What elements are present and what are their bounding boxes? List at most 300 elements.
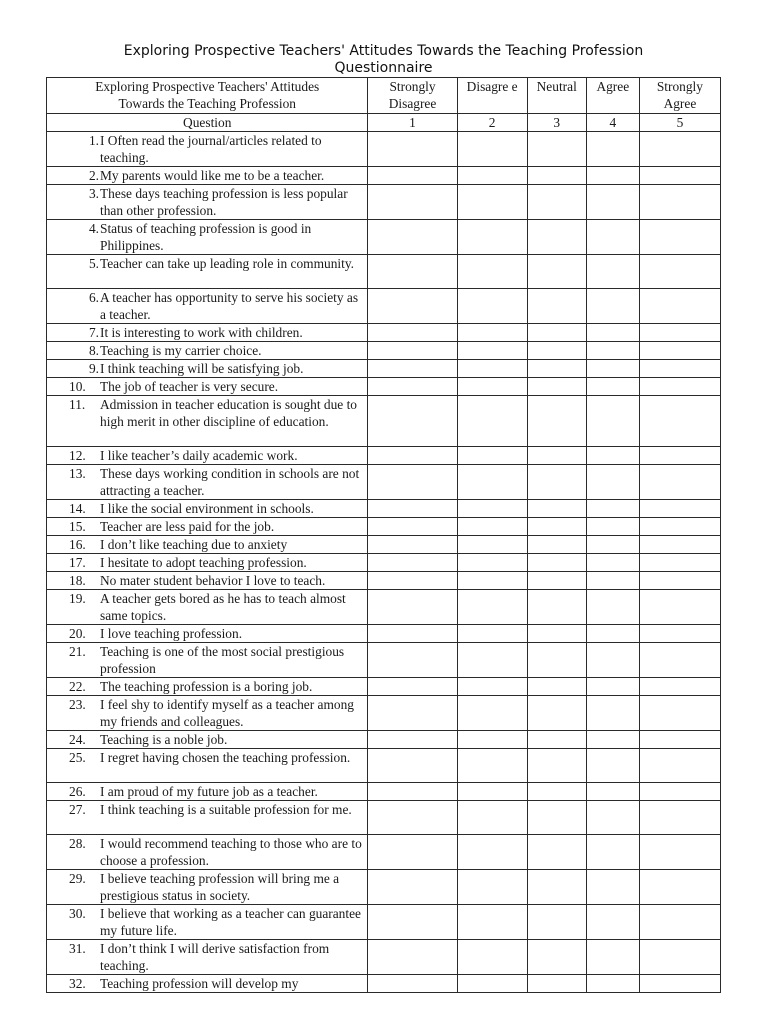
response-cell-1[interactable] [368, 396, 457, 447]
response-cell-1[interactable] [368, 378, 457, 396]
response-cell-4[interactable] [586, 396, 639, 447]
title-line-2: Questionnaire [334, 60, 433, 76]
response-cell-4[interactable] [586, 975, 639, 993]
question-cell [47, 536, 368, 554]
question-cell [47, 749, 368, 783]
response-cell-4[interactable] [586, 465, 639, 500]
response-cell-5[interactable] [639, 536, 720, 554]
response-cell-2[interactable] [457, 975, 527, 993]
response-cell-1[interactable] [368, 289, 457, 324]
response-cell-4[interactable] [586, 625, 639, 643]
table-row [47, 572, 721, 590]
response-cell-2[interactable] [457, 536, 527, 554]
response-cell-3[interactable] [527, 905, 586, 940]
response-cell-1[interactable] [368, 643, 457, 678]
response-cell-3[interactable] [527, 749, 586, 783]
table-row [47, 396, 721, 447]
response-cell-5[interactable] [639, 625, 720, 643]
question-number: 12. [69, 448, 86, 463]
table-row [47, 289, 721, 324]
question-text: No mater student behavior I love to teach. [100, 573, 326, 588]
response-cell-5[interactable] [639, 749, 720, 783]
question-text: Admission in teacher education is sought due to high merit in other discipline of education. [100, 397, 357, 429]
question-rows [47, 132, 721, 993]
response-cell-1[interactable] [368, 801, 457, 835]
response-cell-3[interactable] [527, 255, 586, 289]
response-cell-1[interactable] [368, 447, 457, 465]
response-cell-5[interactable] [639, 835, 720, 870]
question-text: I believe that working as a teacher can guarantee my future life. [100, 906, 361, 938]
response-cell-1[interactable] [368, 940, 457, 975]
response-cell-5[interactable] [639, 696, 720, 731]
table-row [47, 342, 721, 360]
response-cell-1[interactable] [368, 185, 457, 220]
response-cell-5[interactable] [639, 905, 720, 940]
question-number: 2. [88, 168, 99, 183]
question-number: 13. [69, 466, 86, 481]
response-cell-5[interactable] [639, 324, 720, 342]
question-cell [47, 835, 368, 870]
response-cell-5[interactable] [639, 289, 720, 324]
question-text: The job of teacher is very secure. [100, 379, 279, 394]
response-cell-2[interactable] [457, 905, 527, 940]
question-cell [47, 255, 368, 289]
response-cell-3[interactable] [527, 324, 586, 342]
scale-row [47, 114, 721, 132]
response-cell-2[interactable] [457, 835, 527, 870]
response-cell-3[interactable] [527, 696, 586, 731]
question-cell [47, 783, 368, 801]
question-cell [47, 590, 368, 625]
question-text: These days working condition in schools are not attracting a teacher. [100, 466, 360, 498]
question-number: 15. [69, 519, 86, 534]
response-cell-1[interactable] [368, 255, 457, 289]
question-cell [47, 870, 368, 905]
question-number: 7. [88, 325, 99, 340]
question-cell [47, 289, 368, 324]
response-cell-3[interactable] [527, 167, 586, 185]
question-number: 4. [88, 221, 99, 236]
response-cell-4[interactable] [586, 255, 639, 289]
response-cell-4[interactable] [586, 324, 639, 342]
table-row [47, 465, 721, 500]
response-cell-1[interactable] [368, 870, 457, 905]
question-text: A teacher gets bored as he has to teach almost same topics. [100, 591, 346, 623]
question-number: 29. [69, 871, 86, 886]
question-number: 5. [88, 256, 99, 271]
response-cell-4[interactable] [586, 378, 639, 396]
question-cell [47, 801, 368, 835]
response-cell-1[interactable] [368, 696, 457, 731]
question-text: Teaching profession will develop my [100, 976, 299, 991]
response-cell-5[interactable] [639, 590, 720, 625]
response-cell-5[interactable] [639, 783, 720, 801]
table-row [47, 870, 721, 905]
question-cell [47, 342, 368, 360]
response-cell-5[interactable] [639, 255, 720, 289]
response-cell-4[interactable] [586, 835, 639, 870]
table-row [47, 801, 721, 835]
question-text: I would recommend teaching to those who are to choose a profession. [100, 836, 362, 868]
question-number: 28. [69, 836, 86, 851]
response-cell-4[interactable] [586, 360, 639, 378]
question-cell [47, 378, 368, 396]
question-number: 8. [88, 343, 99, 358]
response-cell-5[interactable] [639, 500, 720, 518]
scale-4: 4 [586, 114, 639, 132]
response-cell-4[interactable] [586, 643, 639, 678]
response-cell-5[interactable] [639, 870, 720, 905]
response-cell-4[interactable] [586, 185, 639, 220]
question-cell [47, 975, 368, 993]
response-cell-1[interactable] [368, 835, 457, 870]
question-cell [47, 625, 368, 643]
response-cell-2[interactable] [457, 324, 527, 342]
response-cell-3[interactable] [527, 342, 586, 360]
table-row [47, 132, 721, 167]
response-cell-3[interactable] [527, 554, 586, 572]
table-row [47, 783, 721, 801]
question-cell [47, 324, 368, 342]
response-cell-3[interactable] [527, 731, 586, 749]
response-cell-4[interactable] [586, 342, 639, 360]
response-cell-1[interactable] [368, 975, 457, 993]
table-row [47, 625, 721, 643]
question-cell [47, 447, 368, 465]
response-cell-3[interactable] [527, 396, 586, 447]
response-cell-4[interactable] [586, 536, 639, 554]
question-text: I feel shy to identify myself as a teacher among my friends and colleagues. [100, 697, 354, 729]
header-neutral: Neutral [527, 78, 586, 114]
response-cell-3[interactable] [527, 783, 586, 801]
question-text: Teacher can take up leading role in community. [100, 256, 355, 271]
response-cell-1[interactable] [368, 518, 457, 536]
response-cell-4[interactable] [586, 749, 639, 783]
question-cell [47, 643, 368, 678]
response-cell-1[interactable] [368, 132, 457, 167]
question-text: I like the social environment in schools. [100, 501, 314, 516]
response-cell-3[interactable] [527, 360, 586, 378]
response-cell-5[interactable] [639, 396, 720, 447]
question-text: I don’t think I will derive satisfaction from teaching. [100, 941, 330, 973]
table-row [47, 643, 721, 678]
question-number: 26. [69, 784, 86, 799]
question-text: These days teaching profession is less popular than other profession. [100, 186, 348, 218]
response-cell-3[interactable] [527, 289, 586, 324]
question-text: Teacher are less paid for the job. [100, 519, 275, 534]
response-cell-5[interactable] [639, 132, 720, 167]
table-row [47, 835, 721, 870]
response-cell-1[interactable] [368, 500, 457, 518]
table-row [47, 378, 721, 396]
table-row [47, 940, 721, 975]
header-main: Exploring Prospective Teachers' Attitudes Towards the Teaching Profession [47, 78, 368, 114]
response-cell-1[interactable] [368, 342, 457, 360]
question-cell [47, 360, 368, 378]
response-cell-1[interactable] [368, 167, 457, 185]
question-cell [47, 696, 368, 731]
response-cell-5[interactable] [639, 465, 720, 500]
response-cell-5[interactable] [639, 360, 720, 378]
response-cell-2[interactable] [457, 500, 527, 518]
response-cell-4[interactable] [586, 132, 639, 167]
response-cell-1[interactable] [368, 220, 457, 255]
table-row [47, 324, 721, 342]
question-number: 14. [69, 501, 86, 516]
question-number: 17. [69, 555, 86, 570]
response-cell-2[interactable] [457, 940, 527, 975]
response-cell-3[interactable] [527, 465, 586, 500]
response-cell-4[interactable] [586, 572, 639, 590]
response-cell-4[interactable] [586, 167, 639, 185]
title-line-1: Exploring Prospective Teachers' Attitudes Towards the Teaching Profession [123, 43, 644, 59]
response-cell-3[interactable] [527, 572, 586, 590]
question-number: 11. [69, 397, 86, 412]
response-cell-2[interactable] [457, 396, 527, 447]
question-text: It is interesting to work with children. [100, 325, 303, 340]
question-text: I like teacher’s daily academic work. [100, 448, 298, 463]
response-cell-1[interactable] [368, 678, 457, 696]
response-cell-4[interactable] [586, 696, 639, 731]
response-cell-2[interactable] [457, 643, 527, 678]
question-cell [47, 167, 368, 185]
response-cell-3[interactable] [527, 518, 586, 536]
table-row [47, 185, 721, 220]
response-cell-2[interactable] [457, 572, 527, 590]
response-cell-5[interactable] [639, 167, 720, 185]
response-cell-5[interactable] [639, 342, 720, 360]
question-cell [47, 572, 368, 590]
table-row [47, 255, 721, 289]
response-cell-1[interactable] [368, 536, 457, 554]
question-number: 6. [88, 290, 99, 305]
response-cell-3[interactable] [527, 132, 586, 167]
response-cell-3[interactable] [527, 975, 586, 993]
scale-2: 2 [457, 114, 527, 132]
response-cell-3[interactable] [527, 940, 586, 975]
question-cell [47, 731, 368, 749]
question-text: Teaching is a noble job. [100, 732, 228, 747]
response-cell-5[interactable] [639, 572, 720, 590]
response-cell-4[interactable] [586, 783, 639, 801]
response-cell-4[interactable] [586, 500, 639, 518]
response-cell-4[interactable] [586, 220, 639, 255]
question-cell [47, 554, 368, 572]
question-text: Status of teaching profession is good in Philippines. [100, 221, 312, 253]
question-text: The teaching profession is a boring job. [100, 679, 313, 694]
table-row [47, 731, 721, 749]
response-cell-2[interactable] [457, 360, 527, 378]
question-text: I believe teaching profession will bring me a prestigious status in society. [100, 871, 340, 903]
response-cell-4[interactable] [586, 590, 639, 625]
response-cell-2[interactable] [457, 378, 527, 396]
header-strongly-disagree: Strongly Disagree [368, 78, 457, 114]
header-agree: Agree [586, 78, 639, 114]
response-cell-2[interactable] [457, 801, 527, 835]
response-cell-5[interactable] [639, 518, 720, 536]
questionnaire-table [46, 77, 721, 993]
response-cell-1[interactable] [368, 590, 457, 625]
question-number: 24. [69, 732, 86, 747]
question-text: Teaching is my carrier choice. [100, 343, 262, 358]
response-cell-2[interactable] [457, 342, 527, 360]
response-cell-4[interactable] [586, 940, 639, 975]
response-cell-3[interactable] [527, 590, 586, 625]
response-cell-5[interactable] [639, 220, 720, 255]
table-row [47, 554, 721, 572]
question-text: I love teaching profession. [100, 626, 243, 641]
response-cell-1[interactable] [368, 465, 457, 500]
question-text: A teacher has opportunity to serve his society as a teacher. [100, 290, 359, 322]
question-cell [47, 518, 368, 536]
response-cell-3[interactable] [527, 536, 586, 554]
header-disagree: Disagre e [457, 78, 527, 114]
question-number: 19. [69, 591, 86, 606]
question-number: 20. [69, 626, 86, 641]
table-row [47, 500, 721, 518]
response-cell-4[interactable] [586, 731, 639, 749]
response-cell-3[interactable] [527, 835, 586, 870]
question-text: Teaching is one of the most social prestigious profession [100, 644, 345, 676]
header-strongly-agree: Strongly Agree [639, 78, 720, 114]
question-cell [47, 678, 368, 696]
response-cell-2[interactable] [457, 749, 527, 783]
question-number: 3. [88, 186, 99, 201]
response-cell-3[interactable] [527, 378, 586, 396]
question-cell [47, 500, 368, 518]
response-cell-3[interactable] [527, 500, 586, 518]
response-cell-4[interactable] [586, 518, 639, 536]
response-cell-2[interactable] [457, 220, 527, 255]
table-row [47, 975, 721, 993]
response-cell-5[interactable] [639, 554, 720, 572]
response-cell-5[interactable] [639, 801, 720, 835]
response-cell-1[interactable] [368, 572, 457, 590]
response-cell-2[interactable] [457, 783, 527, 801]
table-row [47, 447, 721, 465]
question-text: I think teaching is a suitable profession for me. [100, 802, 352, 817]
scale-3: 3 [527, 114, 586, 132]
response-cell-5[interactable] [639, 678, 720, 696]
response-cell-2[interactable] [457, 731, 527, 749]
question-number: 18. [69, 573, 86, 588]
question-cell [47, 220, 368, 255]
response-cell-5[interactable] [639, 378, 720, 396]
table-row [47, 678, 721, 696]
response-cell-3[interactable] [527, 801, 586, 835]
table-row [47, 360, 721, 378]
scale-5: 5 [639, 114, 720, 132]
question-number: 25. [69, 750, 86, 765]
response-cell-1[interactable] [368, 554, 457, 572]
response-cell-3[interactable] [527, 643, 586, 678]
response-cell-2[interactable] [457, 447, 527, 465]
question-cell [47, 132, 368, 167]
response-cell-1[interactable] [368, 324, 457, 342]
table-row [47, 590, 721, 625]
response-cell-1[interactable] [368, 749, 457, 783]
response-cell-4[interactable] [586, 870, 639, 905]
response-cell-1[interactable] [368, 905, 457, 940]
response-cell-2[interactable] [457, 289, 527, 324]
question-text: I don’t like teaching due to anxiety [100, 537, 288, 552]
question-number: 31. [69, 941, 86, 956]
response-cell-1[interactable] [368, 731, 457, 749]
response-cell-4[interactable] [586, 801, 639, 835]
table-row [47, 518, 721, 536]
response-cell-4[interactable] [586, 554, 639, 572]
question-text: I regret having chosen the teaching profession. [100, 750, 351, 765]
question-number: 16. [69, 537, 86, 552]
table-row [47, 536, 721, 554]
response-cell-5[interactable] [639, 447, 720, 465]
question-cell [47, 185, 368, 220]
response-cell-3[interactable] [527, 678, 586, 696]
response-cell-4[interactable] [586, 678, 639, 696]
response-cell-4[interactable] [586, 289, 639, 324]
response-cell-2[interactable] [457, 678, 527, 696]
table-row [47, 905, 721, 940]
response-cell-1[interactable] [368, 360, 457, 378]
response-cell-2[interactable] [457, 465, 527, 500]
response-cell-2[interactable] [457, 255, 527, 289]
response-cell-2[interactable] [457, 696, 527, 731]
response-cell-4[interactable] [586, 905, 639, 940]
response-cell-5[interactable] [639, 731, 720, 749]
response-cell-5[interactable] [639, 940, 720, 975]
question-number: 21. [69, 644, 86, 659]
question-number: 23. [69, 697, 86, 712]
response-cell-2[interactable] [457, 554, 527, 572]
question-text: I hesitate to adopt teaching profession. [100, 555, 307, 570]
response-cell-2[interactable] [457, 590, 527, 625]
response-cell-5[interactable] [639, 643, 720, 678]
response-cell-2[interactable] [457, 518, 527, 536]
response-cell-1[interactable] [368, 783, 457, 801]
header-row [47, 78, 721, 114]
response-cell-2[interactable] [457, 185, 527, 220]
question-cell [47, 905, 368, 940]
scale-1: 1 [368, 114, 457, 132]
response-cell-3[interactable] [527, 185, 586, 220]
question-number: 30. [69, 906, 86, 921]
table-row [47, 749, 721, 783]
response-cell-5[interactable] [639, 975, 720, 993]
response-cell-5[interactable] [639, 185, 720, 220]
question-text: I Often read the journal/articles related to teaching. [100, 133, 322, 165]
question-cell [47, 396, 368, 447]
question-number: 22. [69, 679, 86, 694]
question-number: 9. [88, 361, 99, 376]
table-row [47, 167, 721, 185]
response-cell-2[interactable] [457, 167, 527, 185]
question-header: Question [47, 114, 368, 132]
question-text: My parents would like me to be a teacher. [100, 168, 325, 183]
response-cell-3[interactable] [527, 220, 586, 255]
question-number: 32. [69, 976, 86, 991]
response-cell-1[interactable] [368, 625, 457, 643]
response-cell-4[interactable] [586, 447, 639, 465]
response-cell-2[interactable] [457, 132, 527, 167]
question-cell [47, 465, 368, 500]
question-cell [47, 940, 368, 975]
response-cell-3[interactable] [527, 625, 586, 643]
response-cell-3[interactable] [527, 447, 586, 465]
response-cell-3[interactable] [527, 870, 586, 905]
question-text: I think teaching will be satisfying job. [100, 361, 304, 376]
response-cell-2[interactable] [457, 625, 527, 643]
response-cell-2[interactable] [457, 870, 527, 905]
